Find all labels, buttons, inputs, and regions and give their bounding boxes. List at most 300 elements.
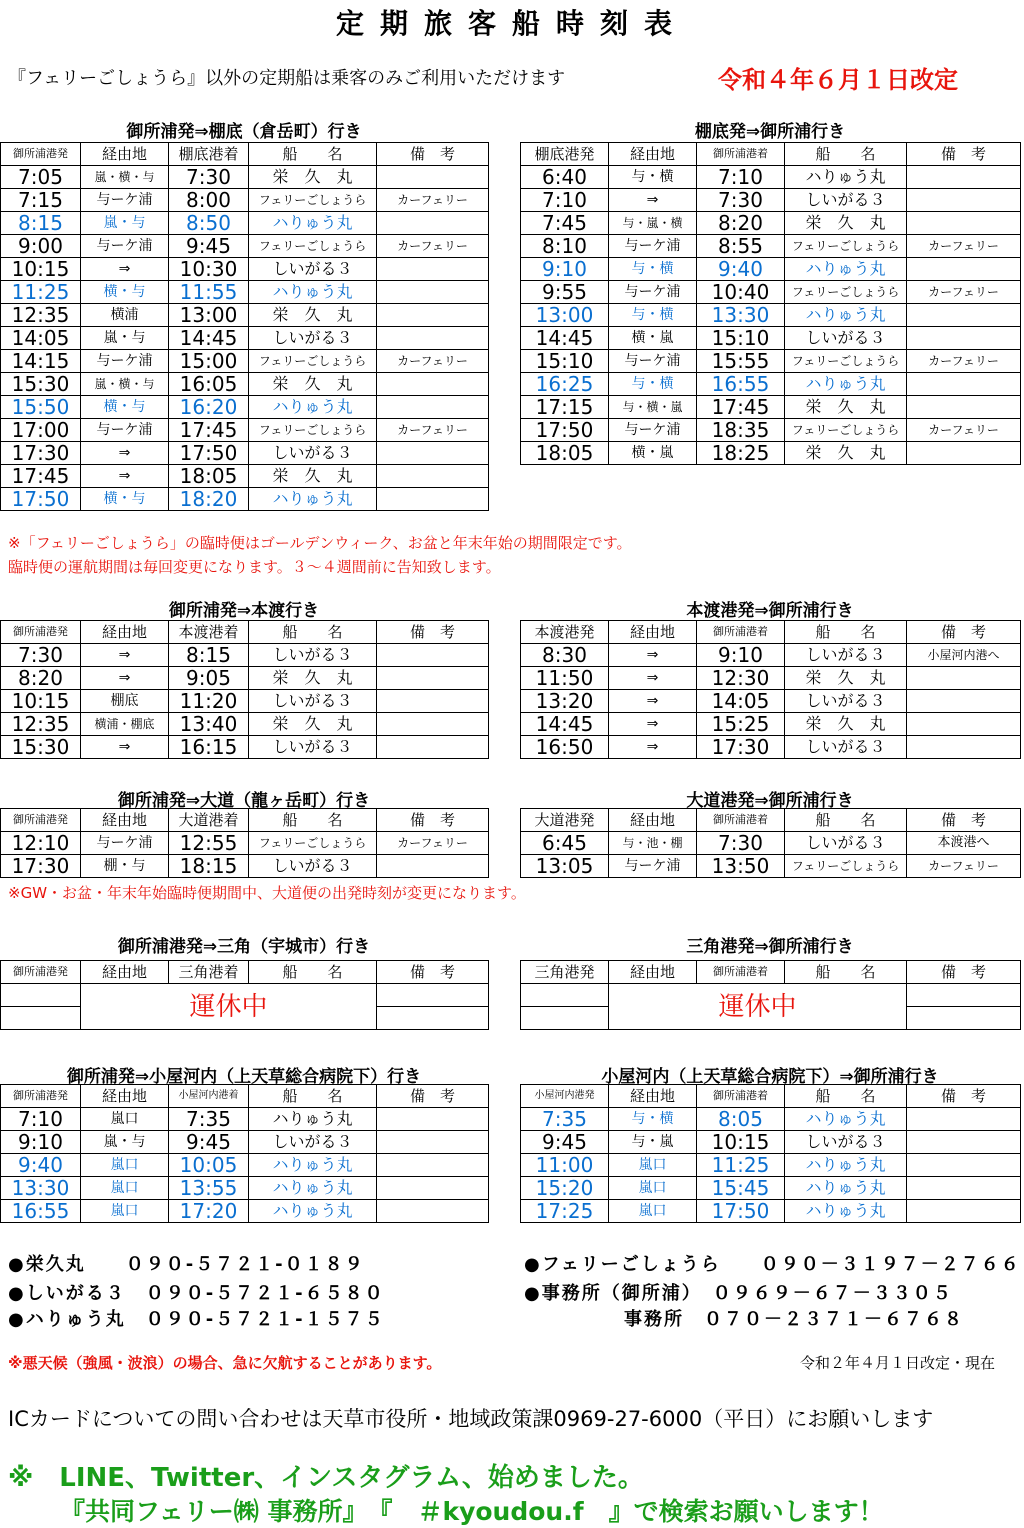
via-route: 嵐・与 — [81, 327, 169, 350]
remarks — [907, 1131, 1021, 1154]
remarks — [377, 1200, 489, 1223]
ship-name: 栄 久 丸 — [249, 465, 377, 488]
departure-time: 8:30 — [521, 644, 609, 667]
section-title-to-tanasoko: 御所浦発⇒棚底（倉岳町）行き — [126, 122, 362, 142]
table-row — [1, 235, 489, 258]
table-row — [1, 465, 489, 488]
ship-name: しいがる３ — [785, 690, 907, 713]
col-ship-header: 船 名 — [249, 1085, 377, 1108]
remarks — [377, 690, 489, 713]
via-route: ⇒ — [609, 690, 697, 713]
arrival-time: 10:05 — [169, 1154, 249, 1177]
via-route: 横・嵐 — [609, 442, 697, 465]
table-row — [1, 1131, 489, 1154]
remarks — [907, 396, 1021, 419]
table-row — [1, 667, 489, 690]
via-route: 与ーケ浦 — [81, 832, 169, 855]
timetable-to-koyagawachi — [0, 1084, 489, 1223]
table-row — [521, 736, 1021, 759]
current-as-of: 令和２年４月１日改定・現在 — [800, 1354, 996, 1372]
col-via-header: 経由地 — [609, 1085, 697, 1108]
arrival-time: 15:00 — [169, 350, 249, 373]
table-row — [521, 166, 1021, 189]
table-row — [1, 189, 489, 212]
remarks — [907, 442, 1021, 465]
table-row — [521, 327, 1021, 350]
via-route: 与・横 — [609, 304, 697, 327]
ship-name: しいがる３ — [249, 644, 377, 667]
arrival-time: 7:30 — [697, 189, 785, 212]
empty-cell — [377, 1007, 489, 1030]
col-arrival-header: 棚底港着 — [169, 143, 249, 166]
ship-name: しいがる３ — [249, 442, 377, 465]
col-remarks-header: 備 考 — [907, 961, 1021, 984]
table-row — [1, 644, 489, 667]
departure-time: 7:10 — [521, 189, 609, 212]
departure-time: 7:30 — [1, 644, 81, 667]
departure-time: 13:05 — [521, 855, 609, 878]
table-row — [1, 281, 489, 304]
arrival-time: 9:05 — [169, 667, 249, 690]
revision-date: 令和４年６月１日改定 — [718, 66, 958, 94]
departure-time: 7:15 — [1, 189, 81, 212]
ship-name: フェリーごしょうら — [785, 235, 907, 258]
table-row — [521, 442, 1021, 465]
via-route: 与・横 — [609, 373, 697, 396]
ship-name: ハりゅう丸 — [785, 1154, 907, 1177]
arrival-time: 12:55 — [169, 832, 249, 855]
departure-time: 17:30 — [1, 855, 81, 878]
ship-name: 栄 久 丸 — [249, 166, 377, 189]
timetable-from-hondo — [520, 620, 1021, 759]
remarks — [377, 442, 489, 465]
remarks — [377, 1131, 489, 1154]
header-row — [1, 143, 489, 166]
remarks — [377, 667, 489, 690]
ship-name: しいがる３ — [249, 258, 377, 281]
section-title-from-ohdo: 大道港発⇒御所浦行き — [686, 791, 854, 811]
table-row — [1, 373, 489, 396]
table-row — [521, 396, 1021, 419]
ship-name: 栄 久 丸 — [249, 667, 377, 690]
arrival-time: 10:15 — [697, 1131, 785, 1154]
departure-time: 11:00 — [521, 1154, 609, 1177]
remarks — [377, 736, 489, 759]
ship-name: ハりゅう丸 — [249, 488, 377, 511]
empty-cell — [907, 984, 1021, 1007]
table-row — [1, 212, 489, 235]
col-departure-header: 本渡港発 — [521, 621, 609, 644]
table-row — [521, 1177, 1021, 1200]
arrival-time: 13:40 — [169, 713, 249, 736]
ic-card-inquiry: ICカードについての問い合わせは天草市役所・地域政策課0969-27-6000（平日）にお願いします — [8, 1407, 934, 1431]
arrival-time: 14:05 — [697, 690, 785, 713]
remarks — [907, 212, 1021, 235]
ship-name: フェリーごしょうら — [249, 832, 377, 855]
table-row — [521, 304, 1021, 327]
remarks — [377, 713, 489, 736]
timetable-from-koyagawachi — [520, 1084, 1021, 1223]
arrival-time: 7:30 — [697, 832, 785, 855]
arrival-time: 8:15 — [169, 644, 249, 667]
header-row — [521, 961, 1021, 984]
via-route: 嵐口 — [609, 1200, 697, 1223]
arrival-time: 10:40 — [697, 281, 785, 304]
via-route: 嵐口 — [609, 1177, 697, 1200]
departure-time: 9:45 — [521, 1131, 609, 1154]
col-arrival-header: 大道港着 — [169, 809, 249, 832]
remarks — [907, 667, 1021, 690]
section-title-from-hondo: 本渡港発⇒御所浦行き — [686, 601, 854, 621]
remarks — [377, 644, 489, 667]
timetable-from-tanasoko — [520, 142, 1021, 465]
via-route: 嵐口 — [81, 1154, 169, 1177]
arrival-time: 11:20 — [169, 690, 249, 713]
arrival-time: 17:50 — [697, 1200, 785, 1223]
col-departure-header: 三角港発 — [521, 961, 609, 984]
departure-time: 8:15 — [1, 212, 81, 235]
remarks: カーフェリー — [377, 235, 489, 258]
departure-time: 18:05 — [521, 442, 609, 465]
col-remarks-header: 備 考 — [907, 143, 1021, 166]
via-route: 与・横 — [609, 258, 697, 281]
remarks — [377, 258, 489, 281]
remarks — [907, 690, 1021, 713]
remarks — [907, 373, 1021, 396]
via-route: 横・与 — [81, 281, 169, 304]
remarks — [377, 1177, 489, 1200]
table-row — [521, 350, 1021, 373]
col-arrival-header: 御所浦港着 — [697, 1085, 785, 1108]
col-departure-header: 小屋河内港発 — [521, 1085, 609, 1108]
arrival-time: 18:20 — [169, 488, 249, 511]
arrival-time: 18:15 — [169, 855, 249, 878]
col-via-header: 経由地 — [609, 143, 697, 166]
arrival-time: 16:05 — [169, 373, 249, 396]
via-route: 与ーケ浦 — [609, 235, 697, 258]
col-remarks-header: 備 考 — [907, 1085, 1021, 1108]
table-row — [521, 373, 1021, 396]
table-row — [521, 713, 1021, 736]
ship-name: 栄 久 丸 — [785, 667, 907, 690]
via-route: ⇒ — [81, 442, 169, 465]
via-route: 嵐・横・与 — [81, 373, 169, 396]
col-remarks-header: 備 考 — [377, 961, 489, 984]
table-row — [1, 350, 489, 373]
departure-time: 9:55 — [521, 281, 609, 304]
remarks — [907, 304, 1021, 327]
via-route: ⇒ — [609, 644, 697, 667]
via-route: 横浦・棚底 — [81, 713, 169, 736]
ship-name: フェリーごしょうら — [249, 189, 377, 212]
arrival-time: 11:55 — [169, 281, 249, 304]
via-route: 棚・与 — [81, 855, 169, 878]
header-row — [521, 809, 1021, 832]
via-route: 嵐口 — [81, 1177, 169, 1200]
suspended-label: 運休中 — [81, 984, 377, 1030]
remarks — [377, 396, 489, 419]
col-ship-header: 船 名 — [785, 961, 907, 984]
departure-time: 14:15 — [1, 350, 81, 373]
ship-name: 栄 久 丸 — [249, 304, 377, 327]
departure-time: 17:50 — [1, 488, 81, 511]
header-row — [1, 809, 489, 832]
departure-time: 7:35 — [521, 1108, 609, 1131]
via-route: 与・横 — [609, 166, 697, 189]
empty-cell — [377, 984, 489, 1007]
header-row — [521, 621, 1021, 644]
ship-name: ハりゅう丸 — [785, 1200, 907, 1223]
table-row — [521, 258, 1021, 281]
section-title-from-misumi: 三角港発⇒御所浦行き — [686, 937, 854, 957]
departure-time: 7:10 — [1, 1108, 81, 1131]
col-arrival-header: 御所浦港着 — [697, 961, 785, 984]
departure-time: 9:10 — [521, 258, 609, 281]
table-row — [1, 304, 489, 327]
contact-hachiryu-maru: ●ハりゅう丸 ０９０-５７２１-１５７５ — [8, 1309, 385, 1330]
table-row — [521, 690, 1021, 713]
table-row — [521, 984, 1021, 1007]
col-ship-header: 船 名 — [249, 961, 377, 984]
arrival-time: 9:40 — [697, 258, 785, 281]
arrival-time: 17:45 — [697, 396, 785, 419]
ship-name: 栄 久 丸 — [785, 212, 907, 235]
col-remarks-header: 備 考 — [377, 143, 489, 166]
remarks — [377, 465, 489, 488]
table-row — [521, 235, 1021, 258]
via-route: 横・与 — [81, 396, 169, 419]
table-row — [521, 281, 1021, 304]
remarks — [907, 1108, 1021, 1131]
table-row — [1, 690, 489, 713]
departure-time: 17:00 — [1, 419, 81, 442]
arrival-time: 8:05 — [697, 1108, 785, 1131]
ship-name: しいがる３ — [249, 855, 377, 878]
col-via-header: 経由地 — [609, 621, 697, 644]
departure-time: 8:20 — [1, 667, 81, 690]
departure-time: 13:30 — [1, 1177, 81, 1200]
temporary-service-note: ※「フェリーごしょうら」の臨時便はゴールデンウィーク、お盆と年末年始の期間限定です。 — [8, 534, 632, 552]
col-departure-header: 棚底港発 — [521, 143, 609, 166]
table-row — [1, 419, 489, 442]
via-route: 与ーケ浦 — [609, 419, 697, 442]
ship-name: しいがる３ — [785, 644, 907, 667]
via-route: 嵐・与 — [81, 212, 169, 235]
via-route: ⇒ — [609, 736, 697, 759]
table-row — [521, 832, 1021, 855]
via-route: 横浦 — [81, 304, 169, 327]
ship-name: ハりゅう丸 — [249, 212, 377, 235]
col-arrival-header: 三角港着 — [169, 961, 249, 984]
ship-name: フェリーごしょうら — [249, 419, 377, 442]
via-route: 横・与 — [81, 488, 169, 511]
remarks — [377, 304, 489, 327]
col-remarks-header: 備 考 — [377, 809, 489, 832]
col-ship-header: 船 名 — [785, 1085, 907, 1108]
table-row — [521, 1154, 1021, 1177]
remarks — [377, 1154, 489, 1177]
col-arrival-header: 本渡港着 — [169, 621, 249, 644]
header-row — [521, 1085, 1021, 1108]
departure-time: 11:50 — [521, 667, 609, 690]
remarks — [377, 373, 489, 396]
table-row — [521, 644, 1021, 667]
remarks — [907, 1154, 1021, 1177]
departure-time: 15:50 — [1, 396, 81, 419]
remarks: 小屋河内港へ — [907, 644, 1021, 667]
ship-name: しいがる３ — [249, 327, 377, 350]
arrival-time: 17:45 — [169, 419, 249, 442]
header-row — [1, 621, 489, 644]
section-title-from-tanasoko: 棚底発⇒御所浦行き — [694, 122, 846, 142]
timetable-to-tanasoko — [0, 142, 489, 511]
departure-time: 8:10 — [521, 235, 609, 258]
departure-time: 17:15 — [521, 396, 609, 419]
table-row — [1, 1200, 489, 1223]
arrival-time: 9:10 — [697, 644, 785, 667]
via-route: 嵐口 — [81, 1108, 169, 1131]
ship-name: ハりゅう丸 — [785, 1108, 907, 1131]
table-row — [521, 1200, 1021, 1223]
ship-name: ハりゅう丸 — [785, 373, 907, 396]
arrival-time: 9:45 — [169, 1131, 249, 1154]
ship-name: ハりゅう丸 — [249, 1154, 377, 1177]
ship-name: しいがる３ — [785, 832, 907, 855]
departure-time: 15:20 — [521, 1177, 609, 1200]
via-route: ⇒ — [81, 465, 169, 488]
via-route: 棚底 — [81, 690, 169, 713]
via-route: 与・横・嵐 — [609, 396, 697, 419]
via-route: 与ーケ浦 — [609, 350, 697, 373]
contact-shiigaru3: ●しいがる３ ０９０-５７２１-６５８０ — [8, 1283, 385, 1304]
arrival-time: 13:30 — [697, 304, 785, 327]
arrival-time: 10:30 — [169, 258, 249, 281]
remarks: カーフェリー — [377, 350, 489, 373]
arrival-time: 7:35 — [169, 1108, 249, 1131]
table-row — [521, 189, 1021, 212]
via-route: 与・嵐・横 — [609, 212, 697, 235]
departure-time: 14:45 — [521, 327, 609, 350]
remarks — [377, 1108, 489, 1131]
table-row — [521, 667, 1021, 690]
remarks: カーフェリー — [377, 832, 489, 855]
timetable-to-hondo — [0, 620, 489, 759]
timetable-to-misumi — [0, 960, 489, 1030]
remarks — [377, 166, 489, 189]
col-remarks-header: 備 考 — [907, 621, 1021, 644]
table-row — [1, 442, 489, 465]
remarks: 本渡港へ — [907, 832, 1021, 855]
col-ship-header: 船 名 — [249, 621, 377, 644]
header-row — [1, 1085, 489, 1108]
table-row — [521, 855, 1021, 878]
weather-warning: ※悪天候（強風・波浪）の場合、急に欠航することがあります。 — [8, 1354, 442, 1372]
section-title-to-misumi: 御所浦港発⇒三角（宇城市）行き — [117, 937, 371, 957]
departure-time: 7:05 — [1, 166, 81, 189]
departure-time: 10:15 — [1, 258, 81, 281]
header-row — [521, 143, 1021, 166]
departure-time: 17:50 — [521, 419, 609, 442]
remarks: カーフェリー — [907, 281, 1021, 304]
arrival-time: 16:55 — [697, 373, 785, 396]
arrival-time: 7:30 — [169, 166, 249, 189]
ship-name: しいがる３ — [785, 189, 907, 212]
departure-time: 16:55 — [1, 1200, 81, 1223]
via-route: 与ーケ浦 — [609, 281, 697, 304]
col-ship-header: 船 名 — [785, 621, 907, 644]
arrival-time: 15:25 — [697, 713, 785, 736]
table-row — [1, 984, 489, 1007]
empty-cell — [521, 1007, 609, 1030]
remarks — [907, 166, 1021, 189]
ship-name: しいがる３ — [249, 736, 377, 759]
table-row — [1, 1177, 489, 1200]
ship-name: ハりゅう丸 — [249, 1200, 377, 1223]
arrival-time: 8:20 — [697, 212, 785, 235]
arrival-time: 13:00 — [169, 304, 249, 327]
col-via-header: 経由地 — [81, 809, 169, 832]
remarks — [907, 1200, 1021, 1223]
col-via-header: 経由地 — [81, 1085, 169, 1108]
table-row — [1, 713, 489, 736]
ship-name: 栄 久 丸 — [249, 713, 377, 736]
col-arrival-header: 御所浦港着 — [697, 809, 785, 832]
remarks — [907, 736, 1021, 759]
via-route: ⇒ — [81, 258, 169, 281]
ship-name: フェリーごしょうら — [785, 281, 907, 304]
empty-cell — [1, 1007, 81, 1030]
table-row — [1, 1154, 489, 1177]
via-route: 与ーケ浦 — [81, 350, 169, 373]
remarks: カーフェリー — [907, 855, 1021, 878]
timetable-to-ohdo — [0, 808, 489, 878]
departure-time: 16:50 — [521, 736, 609, 759]
contact-ferry-goshoura: ●フェリーごしょうら ０９０－３１９７－２７６６ — [524, 1254, 1021, 1275]
col-ship-header: 船 名 — [249, 143, 377, 166]
departure-time: 9:40 — [1, 1154, 81, 1177]
col-via-header: 経由地 — [609, 809, 697, 832]
ship-name: しいがる３ — [249, 1131, 377, 1154]
arrival-time: 15:10 — [697, 327, 785, 350]
col-departure-header: 御所浦港発 — [1, 143, 81, 166]
col-remarks-header: 備 考 — [377, 1085, 489, 1108]
arrival-time: 7:10 — [697, 166, 785, 189]
via-route: ⇒ — [609, 189, 697, 212]
remarks — [907, 189, 1021, 212]
via-route: ⇒ — [609, 667, 697, 690]
section-title-to-ohdo: 御所浦発⇒大道（龍ヶ岳町）行き — [117, 791, 371, 811]
departure-time: 10:15 — [1, 690, 81, 713]
ship-name: 栄 久 丸 — [785, 442, 907, 465]
departure-time: 13:00 — [521, 304, 609, 327]
departure-time: 17:30 — [1, 442, 81, 465]
departure-time: 14:05 — [1, 327, 81, 350]
arrival-time: 8:55 — [697, 235, 785, 258]
arrival-time: 14:45 — [169, 327, 249, 350]
remarks: カーフェリー — [907, 235, 1021, 258]
arrival-time: 9:45 — [169, 235, 249, 258]
arrival-time: 15:55 — [697, 350, 785, 373]
departure-time: 12:35 — [1, 713, 81, 736]
remarks — [377, 281, 489, 304]
ship-name: フェリーごしょうら — [785, 419, 907, 442]
departure-time: 12:35 — [1, 304, 81, 327]
col-arrival-header: 小屋河内港着 — [169, 1085, 249, 1108]
arrival-time: 8:00 — [169, 189, 249, 212]
departure-time: 6:45 — [521, 832, 609, 855]
via-route: ⇒ — [609, 713, 697, 736]
arrival-time: 13:55 — [169, 1177, 249, 1200]
